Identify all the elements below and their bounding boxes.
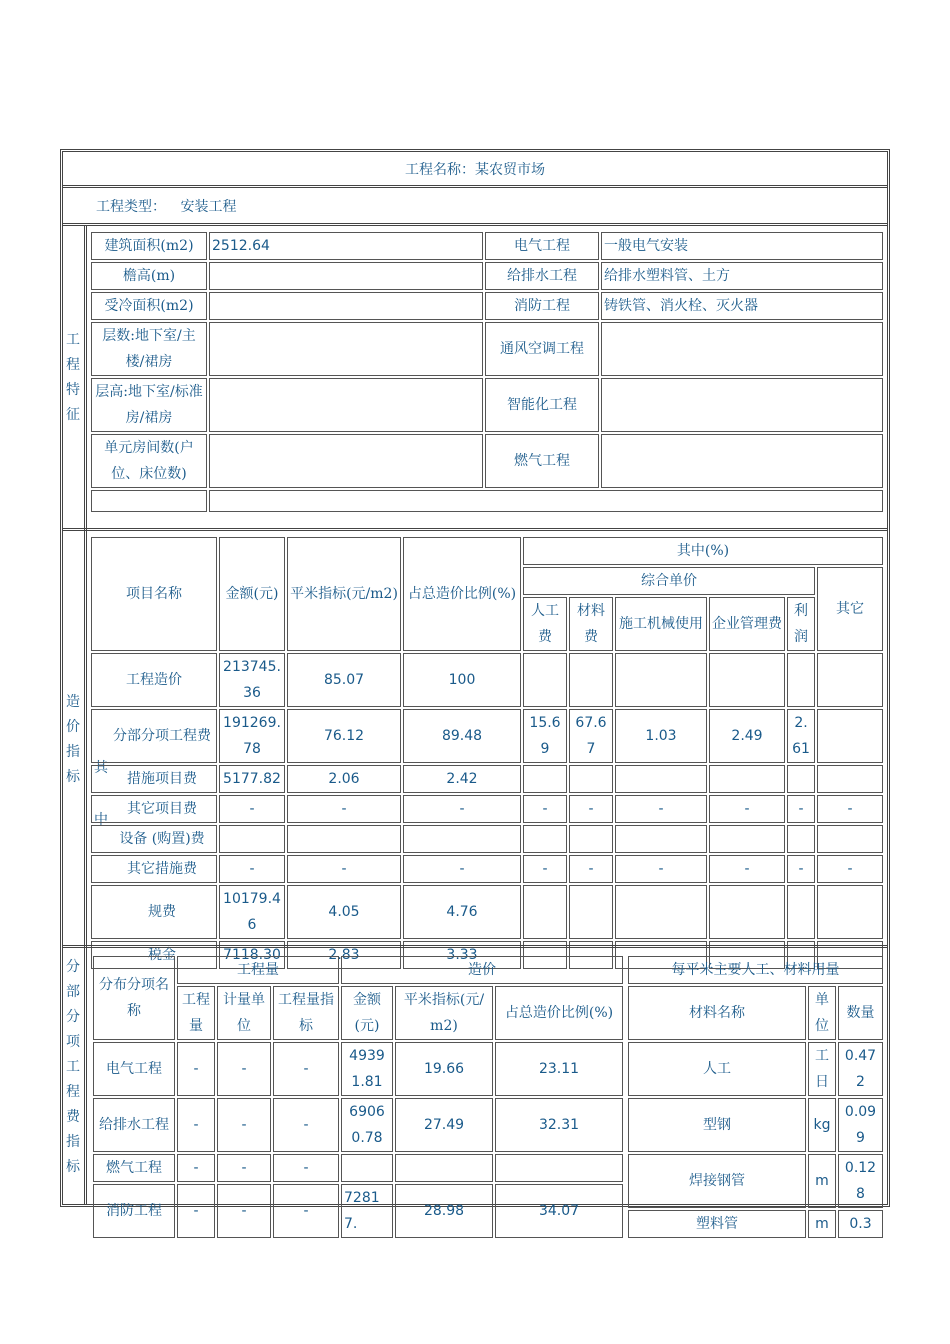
row-amount: 213745.36 — [219, 653, 285, 707]
table-row — [91, 709, 883, 763]
row-other — [817, 709, 883, 763]
row-other — [817, 885, 883, 939]
feature-label: 层数:地下室/主楼/裙房 — [91, 322, 207, 376]
row-name: 燃气工程 — [93, 1154, 175, 1182]
header-mat-qty: 数量 — [838, 986, 883, 1040]
feature-value — [209, 262, 483, 290]
mat-qty: 0.472 — [838, 1042, 883, 1096]
feature-item: 燃气工程 — [485, 434, 599, 488]
row-qty: - — [177, 1042, 215, 1096]
row-per-sqm: 27.49 — [395, 1098, 493, 1152]
header-material: 材料费 — [569, 597, 613, 651]
row-labor: - — [523, 855, 567, 883]
row-machine — [615, 885, 707, 939]
header-cost: 造价 — [341, 956, 623, 984]
row-profit: - — [787, 795, 815, 823]
row-name: 其它项目费 — [91, 795, 217, 823]
row-ratio: 4.76 — [403, 885, 521, 939]
features-table — [89, 230, 885, 514]
feature-value — [209, 292, 483, 320]
table-row — [93, 1184, 623, 1238]
row-per-sqm: 19.66 — [395, 1042, 493, 1096]
row-qty: - — [177, 1184, 215, 1238]
row-profit — [787, 825, 815, 853]
header-profit: 利润 — [787, 597, 815, 651]
empty-cell — [209, 490, 883, 512]
row-qty-index: - — [273, 1042, 339, 1096]
row-material — [569, 653, 613, 707]
row-labor — [523, 825, 567, 853]
table-row — [628, 1210, 883, 1238]
header-ratio: 占总造价比例(%) — [403, 537, 521, 651]
row-per-sqm: 85.07 — [287, 653, 401, 707]
row-ratio: - — [403, 855, 521, 883]
feature-value: 2512.64 — [209, 232, 483, 260]
row-mgmt: - — [709, 795, 785, 823]
row-profit: - — [787, 855, 815, 883]
mat-unit: m — [808, 1210, 836, 1238]
row-per-sqm: 2.06 — [287, 765, 401, 793]
header-qty: 工程量 — [177, 986, 215, 1040]
table-row — [93, 1098, 623, 1152]
feature-desc — [601, 322, 883, 376]
header-per-sqm: 平米指标(元/m2) — [395, 986, 493, 1040]
table-row — [91, 653, 883, 707]
row-mgmt — [709, 765, 785, 793]
row-qty-index: - — [273, 1184, 339, 1238]
row-ratio: 89.48 — [403, 709, 521, 763]
row-amount: 69060.78 — [341, 1098, 393, 1152]
row-name: 设备 (购置)费 — [91, 825, 217, 853]
row-amount: 7118.30 — [219, 941, 285, 969]
row-other — [817, 653, 883, 707]
row-unit: - — [217, 1154, 271, 1182]
row-amount: 10179.46 — [219, 885, 285, 939]
row-ratio: 2.42 — [403, 765, 521, 793]
mat-unit: m — [808, 1154, 836, 1208]
row-labor: - — [523, 795, 567, 823]
project-type — [96, 195, 236, 219]
row-per-sqm — [287, 825, 401, 853]
feature-value — [209, 434, 483, 488]
materials-table — [626, 954, 885, 1240]
header-other: 其它 — [817, 567, 883, 651]
row-ratio: 3.33 — [403, 941, 521, 969]
row-machine — [615, 825, 707, 853]
header-unit: 计量单位 — [217, 986, 271, 1040]
header-per-sqm: 平米指标(元/m2) — [287, 537, 401, 651]
table-row — [93, 1042, 623, 1096]
row-name: 工程造价 — [91, 653, 217, 707]
row-mgmt — [709, 825, 785, 853]
feature-value — [209, 322, 483, 376]
row-amount: 5177.82 — [219, 765, 285, 793]
mat-name: 型钢 — [628, 1098, 806, 1152]
row-unit: - — [217, 1098, 271, 1152]
table-row — [91, 855, 883, 883]
row-name: 给排水工程 — [93, 1098, 175, 1152]
row-per-sqm: 2.83 — [287, 941, 401, 969]
row-per-sqm: - — [287, 855, 401, 883]
row-name: 规费 — [91, 885, 217, 939]
row-ratio: - — [403, 795, 521, 823]
sub-table — [91, 954, 625, 1240]
feature-value — [209, 378, 483, 432]
header-name: 项目名称 — [91, 537, 217, 651]
table-row — [91, 885, 883, 939]
header-amount: 金额(元) — [219, 537, 285, 651]
row-qty: - — [177, 1098, 215, 1152]
mat-name: 人工 — [628, 1042, 806, 1096]
feature-label: 层高:地下室/标准房/裙房 — [91, 378, 207, 432]
feature-item: 电气工程 — [485, 232, 599, 260]
header-mgmt: 企业管理费 — [709, 597, 785, 651]
row-amount: 49391.81 — [341, 1042, 393, 1096]
header-unit-price: 综合单价 — [523, 567, 815, 595]
feature-item: 通风空调工程 — [485, 322, 599, 376]
row-name: 消防工程 — [93, 1184, 175, 1238]
section-label-features: 工 程 特 征 — [66, 332, 80, 423]
row-name: 措施项目费 — [91, 765, 217, 793]
header-per-sqm-material: 每平米主要人工、材料用量 — [628, 956, 883, 984]
row-labor — [523, 765, 567, 793]
row-name: 其它措施费 — [91, 855, 217, 883]
feature-item: 消防工程 — [485, 292, 599, 320]
row-ratio: 23.11 — [495, 1042, 623, 1096]
row-amount — [341, 1154, 393, 1182]
row-ratio — [403, 825, 521, 853]
row-machine: 1.03 — [615, 709, 707, 763]
row-per-sqm: 76.12 — [287, 709, 401, 763]
table-row — [628, 1098, 883, 1152]
header-labor: 人工费 — [523, 597, 567, 651]
mat-qty: 0.128 — [838, 1154, 883, 1208]
table-row — [91, 795, 883, 823]
header-of-which: 其中(%) — [523, 537, 883, 565]
header-ratio: 占总造价比例(%) — [495, 986, 623, 1040]
divider — [63, 185, 887, 188]
header-machine: 施工机械使用 — [615, 597, 707, 651]
row-profit — [787, 653, 815, 707]
feature-desc: 给排水塑料管、土方 — [601, 262, 883, 290]
mat-qty: 0.099 — [838, 1098, 883, 1152]
row-amount: - — [219, 855, 285, 883]
row-amount: - — [219, 795, 285, 823]
header-amount: 金额(元) — [341, 986, 393, 1040]
section-label-sub: 分 部 分 项 工 程 费 指 标 — [66, 959, 80, 1175]
row-labor — [523, 653, 567, 707]
row-other — [817, 825, 883, 853]
row-ratio — [495, 1154, 623, 1182]
row-ratio: 100 — [403, 653, 521, 707]
header-qty-index: 工程量指标 — [273, 986, 339, 1040]
mat-unit: 工日 — [808, 1042, 836, 1096]
feature-desc — [601, 378, 883, 432]
row-name: 电气工程 — [93, 1042, 175, 1096]
feature-item: 给排水工程 — [485, 262, 599, 290]
table-row — [93, 1154, 623, 1182]
divider — [63, 223, 887, 226]
row-qty-index: - — [273, 1098, 339, 1152]
row-mgmt: - — [709, 855, 785, 883]
feature-label: 单元房间数(户位、床位数) — [91, 434, 207, 488]
feature-desc: 一般电气安装 — [601, 232, 883, 260]
row-name: 税金 — [91, 941, 217, 969]
row-ratio: 32.31 — [495, 1098, 623, 1152]
row-qty: - — [177, 1154, 215, 1182]
feature-label: 建筑面积(m2) — [91, 232, 207, 260]
row-per-sqm: 28.98 — [395, 1184, 493, 1238]
row-labor: 15.69 — [523, 709, 567, 763]
feature-label: 檐高(m) — [91, 262, 207, 290]
divider — [63, 945, 887, 948]
mat-unit: kg — [808, 1098, 836, 1152]
row-mgmt — [709, 653, 785, 707]
row-profit — [787, 765, 815, 793]
row-other: - — [817, 795, 883, 823]
row-material: - — [569, 795, 613, 823]
qizhong-label-b: 中 — [94, 812, 108, 828]
row-amount: 72817. — [341, 1184, 393, 1238]
row-per-sqm: 4.05 — [287, 885, 401, 939]
row-machine: - — [615, 795, 707, 823]
row-ratio: 34.07 — [495, 1184, 623, 1238]
divider — [63, 528, 887, 531]
row-qty-index: - — [273, 1154, 339, 1182]
row-amount — [219, 825, 285, 853]
row-unit: - — [217, 1184, 271, 1238]
project-type-value: 安装工程 — [180, 199, 237, 215]
table-row — [628, 1042, 883, 1096]
section-label-cost: 造 价 指 标 — [66, 694, 80, 785]
row-other: - — [817, 855, 883, 883]
mat-qty: 0.3 — [838, 1210, 883, 1238]
header-mat-unit: 单位 — [808, 986, 836, 1040]
row-material — [569, 885, 613, 939]
feature-label: 受冷面积(m2) — [91, 292, 207, 320]
row-amount: 191269.78 — [219, 709, 285, 763]
row-labor — [523, 885, 567, 939]
empty-cell — [91, 490, 207, 512]
row-machine — [615, 765, 707, 793]
feature-desc: 铸铁管、消火栓、灭火器 — [601, 292, 883, 320]
project-type-label: 工程类型： — [96, 199, 166, 215]
row-material: 67.67 — [569, 709, 613, 763]
row-material: - — [569, 855, 613, 883]
section-column-divider — [84, 225, 87, 1205]
row-other — [817, 765, 883, 793]
mat-name: 焊接钢管 — [628, 1154, 806, 1208]
row-name: 分部分项工程费 — [91, 709, 217, 763]
row-machine: - — [615, 855, 707, 883]
row-material — [569, 765, 613, 793]
row-material — [569, 825, 613, 853]
row-per-sqm — [395, 1154, 493, 1182]
header-name: 分布分项名称 — [93, 956, 175, 1040]
feature-item: 智能化工程 — [485, 378, 599, 432]
mat-name: 塑料管 — [628, 1210, 806, 1238]
table-row — [628, 1154, 883, 1208]
table-row — [91, 765, 883, 793]
header-mat-name: 材料名称 — [628, 986, 806, 1040]
qizhong-label-a: 其 — [94, 760, 108, 776]
cost-table — [89, 535, 885, 971]
row-mgmt — [709, 885, 785, 939]
row-per-sqm: - — [287, 795, 401, 823]
row-mgmt: 2.49 — [709, 709, 785, 763]
table-row — [91, 825, 883, 853]
project-name: 工程名称：某农贸市场 — [405, 162, 545, 178]
row-unit: - — [217, 1042, 271, 1096]
feature-desc — [601, 434, 883, 488]
row-profit: 2.61 — [787, 709, 815, 763]
row-profit — [787, 885, 815, 939]
row-machine — [615, 653, 707, 707]
header-quantity: 工程量 — [177, 956, 339, 984]
